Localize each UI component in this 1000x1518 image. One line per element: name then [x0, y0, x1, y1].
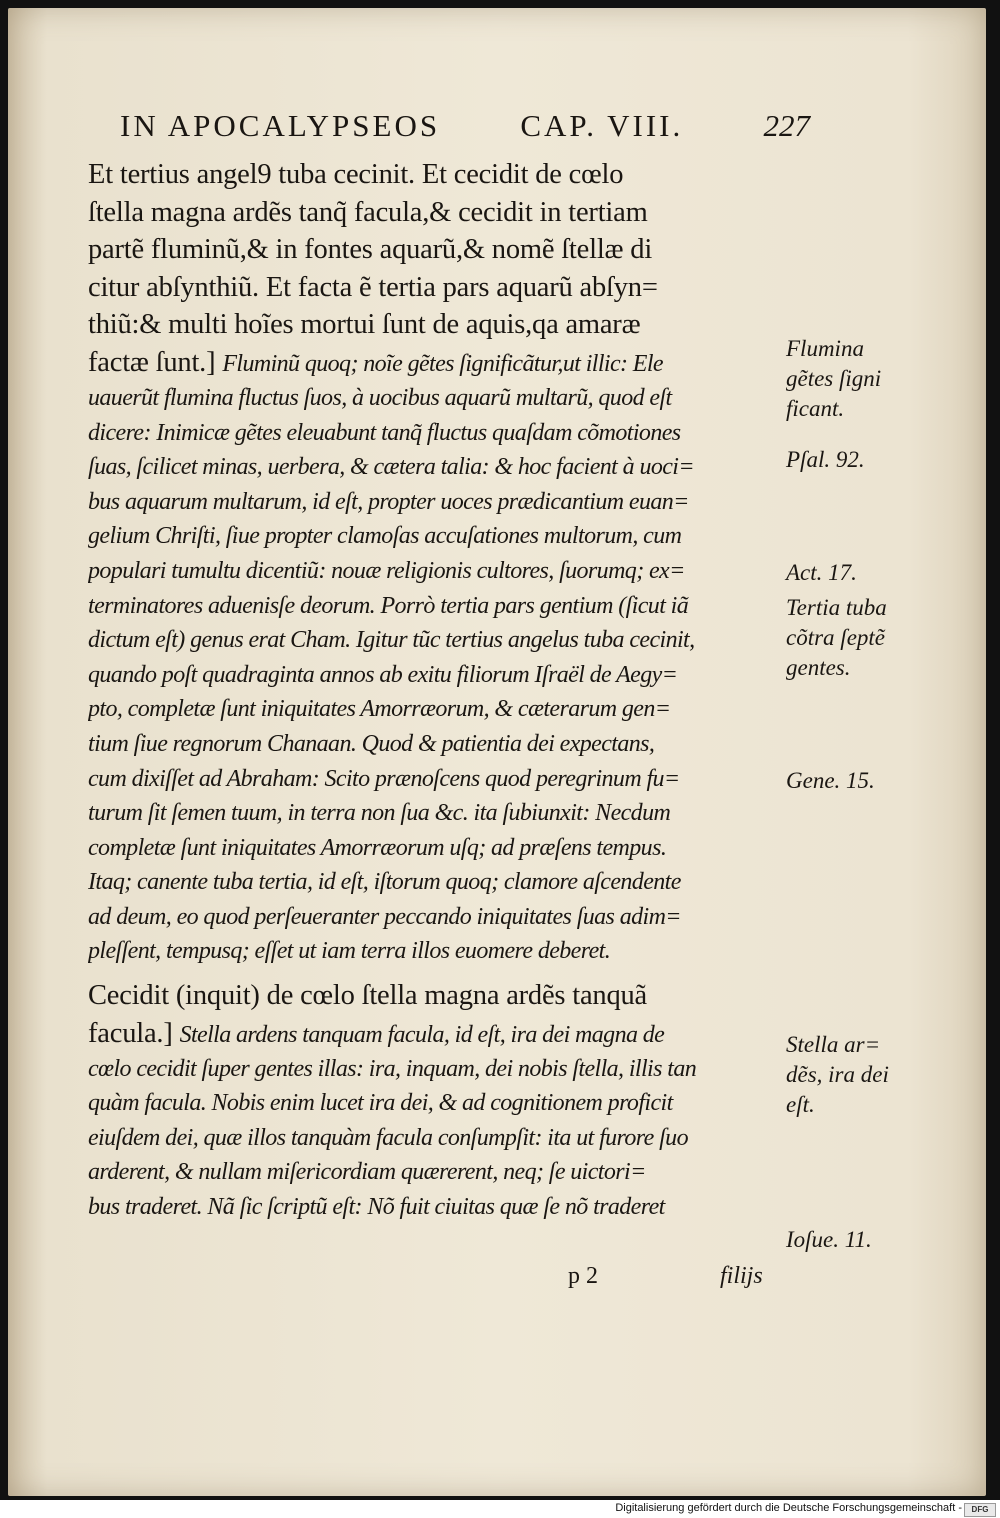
margin-note — [786, 766, 896, 796]
lemma-text: facula.] — [88, 1017, 180, 1049]
signature-mark — [568, 1263, 763, 1290]
footer-bar — [0, 1500, 1000, 1518]
commentary-line: turum ſit ſemen tuum, in terra non ſua &c. ita ſubiunxit: Necdum — [88, 800, 671, 827]
commentary-line: arderent, & nullam miſericordiam quærerent, neq; ſe uictori= — [88, 1159, 646, 1186]
lemma-text: factæ ſunt.] — [88, 346, 223, 378]
book-page — [8, 8, 986, 1496]
text-line — [88, 1015, 778, 1052]
lemma-line: citur abſynthiũ. Et facta ẽ tertia pars aquarũ abſyn= — [88, 271, 658, 303]
catchword: filijs — [720, 1263, 763, 1289]
lemma-line: Cecidit (inquit) de cœlo ſtella magna ardẽs tanquã — [88, 980, 648, 1012]
main-text-block — [88, 156, 778, 1225]
margin-note-line: cõtra ſeptẽ — [786, 625, 885, 650]
commentary-line: bus aquarum multarum, id eſt, propter uoces prædicantium euan= — [88, 488, 689, 515]
text-line — [88, 344, 778, 381]
margin-note-line: Ioſue. 11. — [786, 1227, 872, 1252]
lemma-line: partẽ fluminũ,& in fontes aquarũ,& nomẽ ſtellæ di — [88, 234, 653, 266]
margin-note — [786, 1030, 896, 1120]
commentary-line: terminatores aduenisſe deorum. Porrò tertia pars gentium (ſicut iã — [88, 592, 689, 619]
commentary-line: ad deum, eo quod perſeueranter peccando iniquitates ſuas adim= — [88, 903, 681, 930]
commentary-text: Fluminũ quoq; noĩe gẽtes ſignificãtur,ut illic: Ele — [222, 350, 663, 377]
margin-note — [786, 445, 896, 475]
margin-note-line: Act. 17. — [786, 560, 857, 585]
commentary-text: Stella ardens tanquam facula, id eſt, ira dei magna de — [179, 1021, 665, 1048]
margin-note-line: Gene. 15. — [786, 768, 875, 793]
commentary-line: ſuas, ſcilicet minas, uerbera, & cætera talia: & hoc facient à uoci= — [88, 454, 694, 481]
commentary-line: dictum eſt) genus erat Cham. Igitur tũc tertius angelus tuba cecinit, — [88, 627, 695, 654]
margin-note-line: dẽs, ira dei — [786, 1062, 889, 1087]
margin-note-line: Stella ar= — [786, 1032, 881, 1057]
commentary-line: quando poſt quadraginta annos ab exitu filiorum Iſraël de Aegy= — [88, 661, 678, 688]
page-number: 227 — [763, 108, 810, 143]
margin-note — [786, 334, 896, 424]
footer-credit: Digitalisierung gefördert durch die Deutsche Forschungsgemeinschaft - — [615, 1502, 962, 1514]
margin-note-line: Tertia tuba — [786, 595, 887, 620]
commentary-line: uauerũt flumina fluctus ſuos, à uocibus aquarũ multarũ, quod eſt — [88, 384, 672, 411]
paragraph-gap — [88, 969, 778, 977]
running-head-chapter: CAP. VIII. — [520, 108, 684, 143]
commentary-line: pto, completæ ſunt iniquitates Amorræorum, & cæterarum gen= — [88, 696, 671, 723]
commentary-line: bus traderet. Nã ſic ſcriptũ eſt: Nõ fuit ciuitas quæ ſe nõ traderet — [88, 1194, 665, 1221]
lemma-line: Et tertius angel9 tuba cecinit. Et cecidit de cœlo — [88, 159, 624, 190]
commentary-line: pleſſent, tempusq; eſſet ut iam terra illos euomere deberet. — [88, 938, 611, 965]
commentary-line: dicere: Inimicæ gẽtes eleuabunt tanq̃ fluctus quaſdam cõmotiones — [88, 419, 681, 446]
margin-note-line: ficant. — [786, 396, 845, 421]
commentary-line: gelium Chriſti, ſiue propter clamoſas accuſationes multorum, cum — [88, 523, 682, 550]
margin-note-line: eſt. — [786, 1092, 815, 1117]
lemma-line: ſtella magna ardẽs tanq̃ facula,& cecidit in tertiam — [88, 196, 648, 228]
commentary-line: Itaq; canente tuba tertia, id eſt, iſtorum quoq; clamore aſcendente — [88, 869, 681, 896]
commentary-line: tium ſiue regnorum Chanaan. Quod & patientia dei expectans, — [88, 730, 655, 757]
commentary-line: cœlo cecidit ſuper gentes illas: ira, inquam, dei nobis ſtella, illis tan — [88, 1055, 697, 1082]
margin-note-line: gentes. — [786, 655, 851, 680]
commentary-line: cum dixiſſet ad Abraham: Scito prænoſcens quod peregrinum fu= — [88, 765, 680, 792]
commentary-line: populari tumultu dicentiũ: nouæ religionis cultores, ſuorumq; ex= — [88, 557, 685, 584]
margin-note — [786, 558, 896, 588]
running-head — [120, 108, 810, 144]
running-head-title: IN APOCALYPSEOS — [120, 108, 441, 143]
lemma-line: thiũ:& multi hoĩes mortui ſunt de aquis,qa amaræ — [88, 309, 641, 341]
margin-note-line: gẽtes ſigni — [786, 366, 882, 391]
commentary-line: completæ ſunt iniquitates Amorræorum uſq; ad præſens tempus. — [88, 834, 667, 861]
margin-note-line: Flumina — [786, 336, 864, 361]
margin-note — [786, 593, 896, 683]
signature-text: p 2 — [568, 1263, 598, 1289]
dfg-logo: DFG — [964, 1503, 996, 1517]
commentary-line: eiuſdem dei, quæ illos tanquàm facula conſumpſit: ita ut furore ſuo — [88, 1124, 688, 1151]
margin-note — [786, 1225, 896, 1255]
margin-note-line: Pſal. 92. — [786, 447, 865, 472]
commentary-line: quàm facula. Nobis enim lucet ira dei, & ad cognitionem proficit — [88, 1090, 673, 1117]
